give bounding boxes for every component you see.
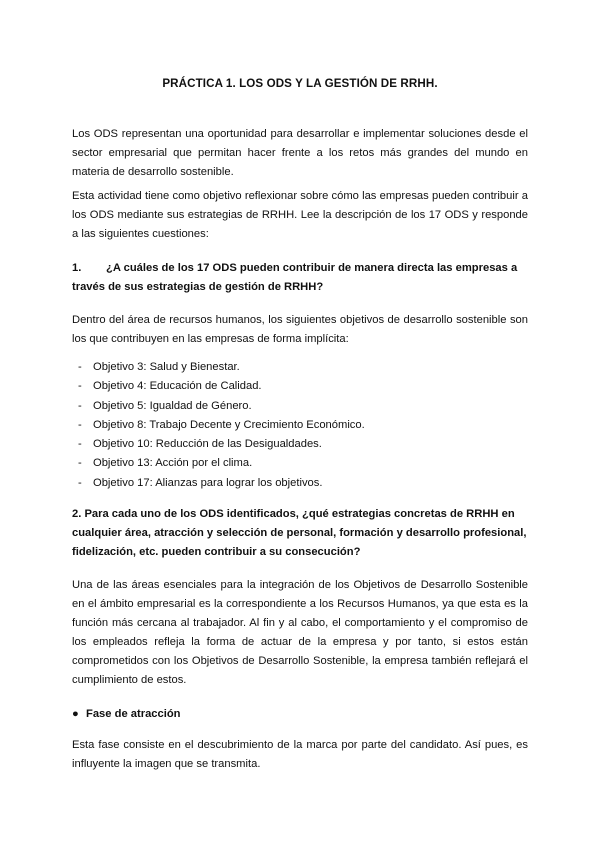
list-marker: - [78,476,82,489]
question-1-text: ¿A cuáles de los 17 ODS pueden contribuir de manera directa las empresas a través de sus estrategias de gestión de RRHH? [72,262,518,293]
list-item [72,454,528,473]
list-item-text: Objetivo 8: Trabajo Decente y Crecimiento Económico. [93,418,365,431]
phase-paragraph: Esta fase consiste en el descubrimiento de la marca por parte del candidato. Así pues, es influyente la imagen que se transmita. [72,739,528,770]
list-item [72,377,528,396]
list-marker: - [78,457,82,470]
list-item-text: Objetivo 3: Salud y Bienestar. [93,361,240,373]
intro-paragraph-2: Esta actividad tiene como objetivo reflexionar sobre cómo las empresas pueden contribuir a los ODS mediante sus estrategias de RRHH. Lee la descripción de los 17 ODS y responde a las siguientes cuestiones: [72,190,528,240]
list-item-text: Objetivo 17: Alianzas para lograr los objetivos. [93,476,323,489]
list-item-text: Objetivo 13: Acción por el clima. [93,457,253,470]
list-marker: - [78,361,82,373]
intro-paragraph-1: Los ODS representan una oportunidad para desarrollar e implementar soluciones desde el sector empresarial que permitan hacer frente a los retos más grandes del mundo en materia de desarrollo sostenible. [72,128,528,178]
question-1 [72,259,528,297]
question-1-number: 1. [72,262,82,274]
list-item [72,397,528,416]
list-item-text: Objetivo 10: Reducción de las Desigualdades. [93,438,322,451]
question-2: 2. Para cada uno de los ODS identificados, ¿qué estrategias concretas de RRHH en cualquier área, atracción y selección de personal, formación y desarrollo profesional, fidelización, etc. pueden contribuir a su consecución? [72,508,527,558]
list-item [72,435,528,454]
list-item [72,358,528,377]
phase-heading-text: Fase de atracción [86,708,181,720]
list-item-text: Objetivo 4: Educación de Calidad. [93,380,262,393]
phase-heading [72,705,528,724]
objectives-list [72,358,528,493]
list-item [72,416,528,435]
page-title: PRÁCTICA 1. LOS ODS Y LA GESTIÓN DE RRHH. [162,77,438,90]
list-item [72,474,528,493]
answer-2: Una de las áreas esenciales para la integración de los Objetivos de Desarrollo Sostenible en el ámbito empresarial es la correspondiente a los Recursos Humanos, ya que esta es la función más cercana al trabajador. Al fin y al cabo, el comportamiento y el compromiso de los empleados refleja la forma de actuar de la empresa y por tanto, si estos están comprometidos con los Objetivos de Desarrollo Sostenible, la empresa también reflejará el cumplimiento de estos. [72,579,528,686]
list-item-text: Objetivo 5: Igualdad de Género. [93,399,252,412]
list-marker: - [78,399,82,412]
answer-1-intro: Dentro del área de recursos humanos, los siguientes objetivos de desarrollo sostenible son los que contribuyen en las empresas de forma implícita: [72,314,528,345]
list-marker: - [78,438,82,451]
list-marker: - [78,380,82,393]
bullet-icon: ● [72,708,79,720]
objectives-list-container [72,358,528,493]
list-marker: - [78,418,82,431]
